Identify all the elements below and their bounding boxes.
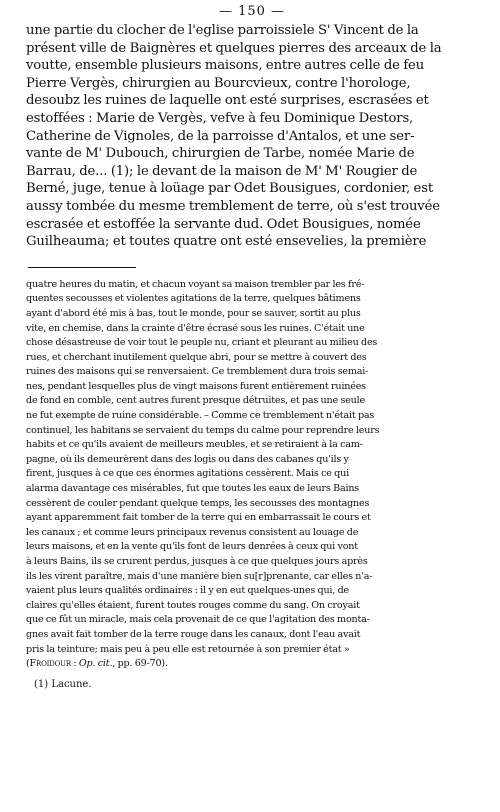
- main-text-line: Catherine de Vignoles, de la parroisse d'Antalos, et une ser-: [26, 128, 415, 144]
- main-text-line: une partie du clocher de l'eglise parroissiele S' Vincent de la: [26, 23, 419, 38]
- main-text-line: voutte, ensemble plusieurs maisons, entre autres celle de feu: [26, 58, 425, 74]
- main-text-line: estoffées : Marie de Vergès, vefve à feu Dominique Destors,: [26, 110, 414, 126]
- note-line: ayant d'abord été mis à bas, tout le monde, pour se sauver, sortit au plus: [26, 307, 361, 319]
- citation-separator: :: [70, 658, 79, 670]
- main-text-line: aussy tombée du mesme tremblement de terre, où s'est trouvée: [26, 198, 440, 214]
- note-line: claires qu'elles étaient, furent toutes rouges comme du sang. On croyait: [26, 599, 360, 611]
- main-text-line: Pierre Vergès, chirurgien au Bourcvieux, contre l'horologe,: [26, 75, 411, 91]
- note-line: pris la teinture; mais peu à peu elle est retournée à son premier état »: [26, 643, 350, 655]
- note-line: firent, jusques à ce que ces énormes agitations cessèrent. Mais ce qui: [26, 468, 349, 480]
- citation-open: (: [26, 658, 30, 670]
- note-line: ruines des maisons qui se renversaient. Ce tremblement dura trois semai-: [26, 366, 369, 378]
- note-line: nes, pendant lesquelles plus de vingt maisons furent entièrement ruinées: [26, 380, 366, 392]
- main-text-line: présent ville de Baignères et quelques pierres des arceaux de la: [26, 40, 442, 56]
- note-line: habits et ce qu'ils avaient de meilleurs meubles, et se retiraient à la cam-: [26, 439, 363, 451]
- footnote: (1) Lacune.: [34, 678, 92, 690]
- citation-work: Op. cit.: [78, 658, 113, 670]
- note-line: ne fut exempte de ruine considérable. – Comme ce tremblement n'était pas: [26, 410, 375, 422]
- note-continuation: [26, 278, 478, 672]
- footnote-separator: [28, 267, 136, 268]
- main-text-line: Guilheauma; et toutes quatre ont esté ensevelies, la première: [26, 234, 427, 250]
- note-line: gnes avait fait tomber de la terre rouge dans les canaux, dont l'eau avait: [26, 628, 361, 640]
- note-line: à leurs Bains, ils se crurent perdus, jusques à ce que quelques jours après: [26, 556, 368, 567]
- note-line: ils les virent paraître, mais d'une manière bien su[r]prenante, car elles n'a-: [26, 570, 373, 582]
- note-line: alarma davantage ces misérables, fut que toutes les eaux de leurs Bains: [26, 483, 360, 495]
- note-line: continuel, les habitans se servaient du temps du calme pour reprendre leurs: [26, 424, 380, 436]
- main-text-line: Berné, juge, tenue à loüage par Odet Bousigues, cordonier, est: [26, 181, 433, 197]
- citation-line: [26, 657, 478, 672]
- note-line: les canaux ; et comme leurs principaux revenus consistent au louage de: [26, 526, 359, 538]
- note-line: de fond en comble, cent autres furent presque détruites, et pas une seule: [26, 395, 365, 407]
- note-line: que ce fût un miracle, mais cela provenait de ce que l'agitation des monta-: [26, 614, 370, 626]
- main-text: [26, 22, 478, 251]
- note-line: pagne, où ils demeurèrent dans des logis ou dans des cabanes qu'ils y: [26, 453, 349, 465]
- document-page: [26, 4, 478, 692]
- note-line: chose désastreuse de voir tout le peuple nu, criant et pleurant au milieu des: [26, 337, 378, 349]
- main-text-line: escrasée et estoffée la servante dud. Odet Bousigues, nomée: [26, 216, 421, 232]
- main-text-line: Barrau, de... (1); le devant de la maison de M' M' Rougier de: [26, 163, 418, 179]
- note-line: rues, et cherchant inutilement quelque abri, pour se mettre à couvert des: [26, 351, 367, 363]
- page-number: — 150 —: [218, 4, 286, 19]
- note-line: ayant apparemment fait tomber de la terre qui en embarrassait le cours et: [26, 512, 371, 524]
- note-line: cessèrent de couler pendant quelque temps, les secousses des montagnes: [26, 497, 370, 509]
- citation-author: Froidour: [29, 658, 71, 670]
- main-text-line: desoubz les ruines de laquelle ont esté surprises, escrasées et: [26, 93, 429, 109]
- note-line: quatre heures du matin, et chacun voyant sa maison trembler par les fré-: [26, 278, 365, 290]
- citation-pages: , pp. 69-70).: [112, 658, 168, 670]
- note-line: quentes secousses et violentes agitations de la terre, quelques bâtimens: [26, 293, 361, 305]
- main-text-line: vante de M' Dubouch, chirurgien de Tarbe, nomée Marie de: [26, 146, 415, 162]
- note-line: leurs maisons, et en la vente qu'ils font de leurs denrées à ceux qui vont: [26, 541, 358, 553]
- note-line: vite, en chemise, dans la crainte d'être écrasé sous les ruines. C'était une: [26, 322, 365, 334]
- note-line: vaient plus leurs qualités ordinaires : il y en eut quelques-unes qui, de: [26, 585, 350, 597]
